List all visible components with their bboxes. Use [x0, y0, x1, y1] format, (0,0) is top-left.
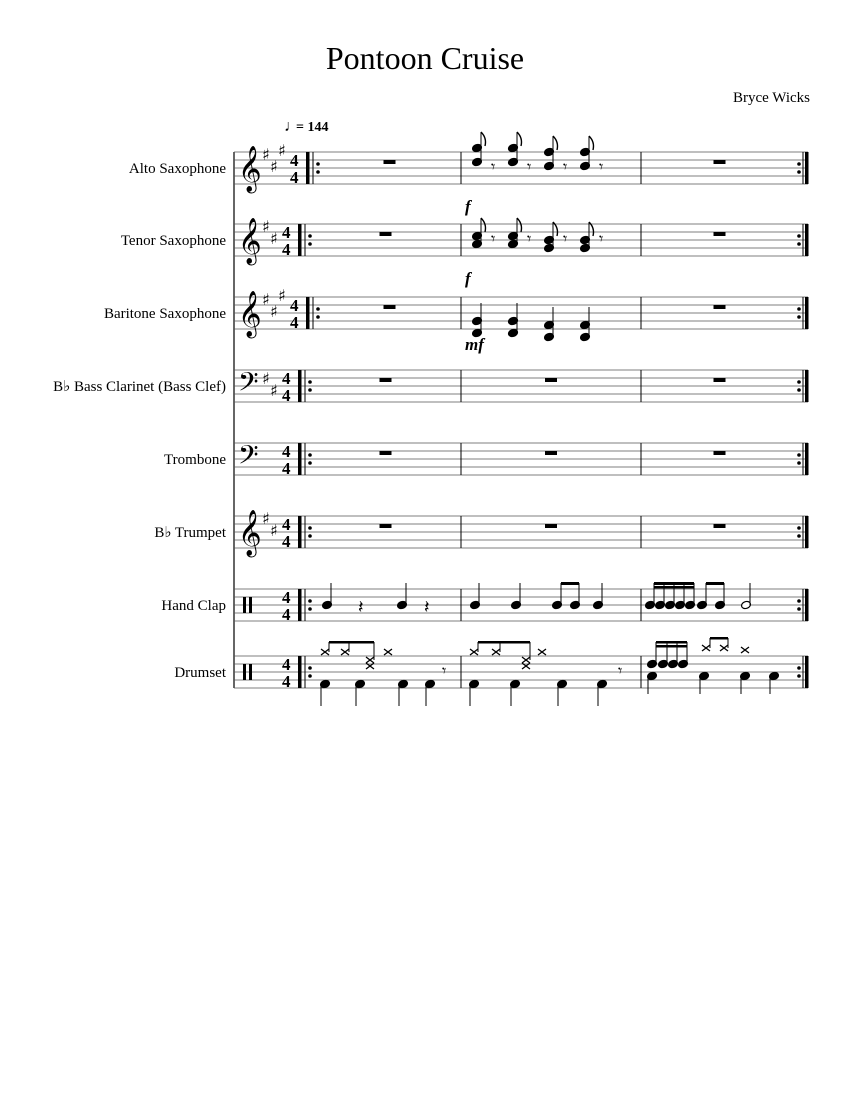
repeat-dot: [316, 315, 320, 319]
beam: [478, 641, 530, 644]
sharp-icon: ♯: [270, 302, 278, 321]
whole-rest-icon: [714, 451, 726, 455]
time-signature-bottom: 4: [282, 240, 291, 259]
repeat-dot: [316, 162, 320, 166]
sharp-icon: ♯: [278, 141, 286, 160]
percussion-clef-icon: [243, 597, 246, 613]
repeat-dot: [797, 461, 801, 465]
beam: [656, 645, 687, 648]
dynamic-marking: f: [465, 197, 471, 216]
whole-rest-icon: [714, 232, 726, 236]
note-flag: [589, 136, 594, 150]
tempo-value: = 144: [296, 120, 329, 135]
time-signature-bottom: 4: [282, 532, 291, 551]
quarter-rest-icon: 𝄽: [358, 597, 364, 618]
time-signature-top: 4: [282, 515, 291, 534]
end-repeat-bar: [805, 224, 809, 256]
whole-rest-icon: [714, 305, 726, 309]
percussion-clef-icon: [249, 597, 252, 613]
staff-4: [164, 439, 808, 478]
repeat-dot: [797, 307, 801, 311]
beam: [710, 637, 728, 640]
staff-1: [121, 217, 809, 288]
eighth-rest-icon: 𝄾: [527, 157, 532, 176]
x-notehead-icon: [366, 657, 374, 663]
repeat-dot: [797, 170, 801, 174]
instrument-name: Tenor Saxophone: [120, 233, 226, 249]
repeat-dot: [797, 242, 801, 246]
time-signature-top: 4: [290, 151, 299, 170]
note-flag: [517, 218, 522, 232]
treble-clef-icon: 𝄞: [238, 510, 262, 556]
repeat-dot: [797, 666, 801, 670]
x-notehead-icon: [741, 647, 749, 653]
sharp-icon: ♯: [270, 157, 278, 176]
repeat-dot: [308, 534, 312, 538]
start-repeat-bar: [298, 370, 302, 402]
sharp-icon: ♯: [262, 509, 270, 528]
repeat-dot: [308, 526, 312, 530]
tempo-note: ♩: [284, 118, 300, 135]
x-notehead-icon: [341, 649, 349, 655]
treble-clef-icon: 𝄞: [238, 218, 262, 264]
eighth-rest-icon: 𝄾: [527, 229, 532, 248]
start-repeat-bar: [306, 297, 310, 329]
repeat-dot: [797, 534, 801, 538]
instrument-name: B♭ Bass Clarinet (Bass Clef): [53, 379, 226, 395]
whole-rest-icon: [380, 524, 392, 528]
end-repeat-bar: [805, 297, 809, 329]
dynamic-marking: f: [465, 269, 471, 288]
x-notehead-icon: [538, 649, 546, 655]
tempo-marking: [284, 118, 328, 135]
eighth-rest-icon: 𝄾: [442, 661, 447, 680]
time-signature-top: 4: [282, 655, 291, 674]
eighth-rest-icon: 𝄾: [563, 229, 568, 248]
whole-rest-icon: [384, 160, 396, 164]
whole-rest-icon: [380, 451, 392, 455]
x-notehead-icon: [321, 649, 329, 655]
whole-rest-icon: [545, 524, 557, 528]
repeat-dot: [308, 234, 312, 238]
time-signature-top: 4: [282, 588, 291, 607]
time-signature-bottom: 4: [282, 386, 291, 405]
repeat-dot: [797, 234, 801, 238]
repeat-dot: [797, 162, 801, 166]
repeat-dot: [797, 599, 801, 603]
time-signature-top: 4: [282, 369, 291, 388]
eighth-rest-icon: 𝄾: [618, 661, 623, 680]
repeat-dot: [797, 315, 801, 319]
staff-0: [129, 132, 809, 216]
start-repeat-bar: [298, 224, 302, 256]
x-notehead-icon: [720, 645, 728, 651]
time-signature-bottom: 4: [282, 672, 291, 691]
x-notehead-icon: [470, 649, 478, 655]
whole-rest-icon: [714, 160, 726, 164]
sharp-icon: ♯: [270, 229, 278, 248]
eighth-rest-icon: 𝄾: [599, 157, 604, 176]
x-notehead-icon: [384, 649, 392, 655]
time-signature-top: 4: [290, 296, 299, 315]
whole-rest-icon: [545, 378, 557, 382]
note-flag: [481, 218, 486, 232]
whole-rest-icon: [545, 451, 557, 455]
staff-7: [174, 637, 808, 706]
beam: [656, 641, 687, 644]
repeat-dot: [797, 453, 801, 457]
repeat-dot: [308, 599, 312, 603]
instrument-name: Baritone Saxophone: [103, 306, 226, 322]
repeat-dot: [797, 526, 801, 530]
bass-clef-icon: 𝄢: [238, 439, 259, 477]
start-repeat-bar: [298, 656, 302, 688]
start-repeat-bar: [298, 516, 302, 548]
note-flag: [553, 136, 558, 150]
start-repeat-bar: [298, 589, 302, 621]
start-repeat-bar: [306, 152, 310, 184]
eighth-rest-icon: 𝄾: [563, 157, 568, 176]
instrument-name: Hand Clap: [161, 598, 226, 614]
repeat-dot: [316, 170, 320, 174]
beam: [654, 586, 694, 589]
x-notehead-icon: [702, 645, 710, 651]
bass-clef-icon: 𝄢: [238, 366, 259, 404]
beam: [329, 641, 374, 644]
beam: [561, 582, 579, 585]
sharp-icon: ♯: [262, 145, 270, 164]
staff-3: [53, 366, 808, 405]
time-signature-bottom: 4: [290, 168, 299, 187]
x-notehead-icon: [522, 657, 530, 663]
end-repeat-bar: [805, 516, 809, 548]
staff-6: [161, 582, 808, 624]
percussion-clef-icon: [249, 664, 252, 680]
repeat-dot: [797, 674, 801, 678]
whole-rest-icon: [384, 305, 396, 309]
beam: [706, 582, 724, 585]
instrument-name: B♭ Trumpet: [154, 525, 226, 541]
x-notehead-icon: [492, 649, 500, 655]
note-flag: [481, 132, 486, 146]
staff-2: [104, 286, 809, 354]
eighth-rest-icon: 𝄾: [491, 157, 496, 176]
repeat-dot: [308, 666, 312, 670]
time-signature-bottom: 4: [282, 605, 291, 624]
repeat-dot: [308, 461, 312, 465]
score-title: Pontoon Cruise: [325, 40, 525, 76]
sharp-icon: ♯: [270, 381, 278, 400]
repeat-dot: [308, 607, 312, 611]
percussion-clef-icon: [243, 664, 246, 680]
instrument-name: Drumset: [174, 665, 226, 681]
time-signature-bottom: 4: [290, 313, 299, 332]
whole-rest-icon: [714, 378, 726, 382]
sharp-icon: ♯: [270, 521, 278, 540]
repeat-dot: [308, 380, 312, 384]
whole-rest-icon: [380, 232, 392, 236]
sharp-icon: ♯: [278, 286, 286, 305]
repeat-dot: [316, 307, 320, 311]
sharp-icon: ♯: [262, 369, 270, 388]
staff-5: [154, 509, 808, 558]
sharp-icon: ♯: [262, 217, 270, 236]
sharp-icon: ♯: [262, 290, 270, 309]
repeat-dot: [308, 242, 312, 246]
repeat-dot: [308, 453, 312, 457]
end-repeat-bar: [805, 152, 809, 184]
whole-rest-icon: [714, 524, 726, 528]
instrument-name: Trombone: [164, 452, 226, 468]
repeat-dot: [797, 607, 801, 611]
end-repeat-bar: [805, 443, 809, 475]
treble-clef-icon: 𝄞: [238, 146, 262, 192]
beam: [654, 582, 694, 585]
treble-clef-icon: 𝄞: [238, 291, 262, 337]
repeat-dot: [308, 674, 312, 678]
end-repeat-bar: [805, 370, 809, 402]
repeat-dot: [797, 380, 801, 384]
composer: Bryce Wicks: [732, 90, 810, 106]
eighth-rest-icon: 𝄾: [491, 229, 496, 248]
instrument-name: Alto Saxophone: [128, 161, 226, 177]
time-signature-bottom: 4: [282, 459, 291, 478]
time-signature-top: 4: [282, 223, 291, 242]
whole-rest-icon: [380, 378, 392, 382]
end-repeat-bar: [805, 589, 809, 621]
time-signature-top: 4: [282, 442, 291, 461]
repeat-dot: [308, 388, 312, 392]
quarter-rest-icon: 𝄽: [424, 597, 430, 618]
dynamic-marking: mf: [465, 335, 484, 354]
end-repeat-bar: [805, 656, 809, 688]
eighth-rest-icon: 𝄾: [599, 229, 604, 248]
note-flag: [517, 132, 522, 146]
repeat-dot: [797, 388, 801, 392]
start-repeat-bar: [298, 443, 302, 475]
